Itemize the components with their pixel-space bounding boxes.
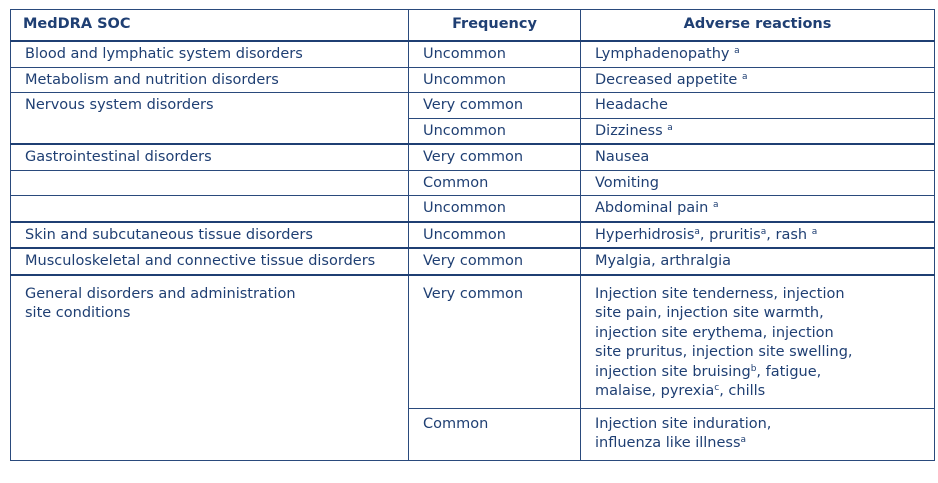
header-meddra-soc: MedDRA SOC <box>11 10 409 42</box>
frequency-cell: Uncommon <box>409 118 581 144</box>
soc-cell <box>11 170 409 196</box>
footnote-marker: a <box>740 435 747 445</box>
reaction-cell: Vomiting <box>581 170 935 196</box>
soc-cell: General disorders and administration site conditions <box>11 275 409 461</box>
table-row <box>11 196 935 222</box>
reaction-cell: Myalgia, arthralgia <box>581 248 935 275</box>
frequency-cell: Uncommon <box>409 222 581 249</box>
reaction-text: Decreased appetite <box>595 71 738 88</box>
reaction-cell <box>581 41 935 67</box>
soc-cell: Skin and subcutaneous tissue disorders <box>11 222 409 249</box>
reaction-text: Dizziness <box>595 122 663 139</box>
table-row <box>11 144 935 170</box>
frequency-cell: Uncommon <box>409 67 581 93</box>
footnote-marker: c <box>714 383 720 393</box>
reaction-cell: Nausea <box>581 144 935 170</box>
table-row <box>11 275 935 409</box>
soc-cell <box>11 196 409 222</box>
frequency-cell: Very common <box>409 248 581 275</box>
reaction-text: , fatigue, malaise, pyrexia <box>595 363 822 399</box>
frequency-cell: Common <box>409 170 581 196</box>
frequency-cell: Very common <box>409 144 581 170</box>
frequency-cell: Common <box>409 408 581 460</box>
reaction-cell <box>581 67 935 93</box>
footnote-marker: a <box>712 200 719 210</box>
table-row <box>11 222 935 249</box>
table-header-row <box>11 10 935 42</box>
reaction-cell <box>581 196 935 222</box>
soc-cell: Gastrointestinal disorders <box>11 144 409 170</box>
footnote-marker: b <box>750 363 757 374</box>
footnote-marker: a <box>667 122 673 133</box>
reaction-text: Hyperhidrosis <box>595 226 695 243</box>
footnote-marker: a <box>694 226 700 237</box>
frequency-cell: Very common <box>409 93 581 119</box>
adverse-reactions-table <box>10 9 935 461</box>
footnote-marker: a <box>811 226 818 237</box>
soc-cell: Blood and lymphatic system disorders <box>11 41 409 67</box>
reaction-cell <box>581 408 935 460</box>
table-row <box>11 41 935 67</box>
reaction-text: Lymphadenopathy <box>595 46 730 62</box>
reaction-cell <box>581 118 935 144</box>
reaction-text: , pruritis <box>699 226 761 243</box>
footnote-marker: a <box>741 71 748 82</box>
reaction-text: Injection site induration, influenza like illness <box>595 415 772 451</box>
soc-cell: Nervous system disorders <box>11 93 409 145</box>
reaction-text: Abdominal pain <box>595 200 709 216</box>
reaction-text: , chills <box>719 383 766 399</box>
soc-cell: Musculoskeletal and connective tissue disorders <box>11 248 409 275</box>
frequency-cell: Uncommon <box>409 41 581 67</box>
footnote-marker: a <box>734 46 740 56</box>
header-adverse-reactions: Adverse reactions <box>581 10 935 42</box>
soc-cell: Metabolism and nutrition disorders <box>11 67 409 93</box>
reaction-text: , rash <box>766 226 808 243</box>
reaction-text: Injection site tenderness, injection site pain, injection site warmth, injection site erythema, injection site pruritus, injection site swelling, injection site bruising <box>595 285 853 380</box>
reaction-cell <box>581 275 935 409</box>
header-frequency: Frequency <box>409 10 581 42</box>
footnote-marker: a <box>760 226 767 237</box>
reaction-cell: Headache <box>581 93 935 119</box>
table-row <box>11 170 935 196</box>
frequency-cell: Uncommon <box>409 196 581 222</box>
table-row <box>11 248 935 275</box>
reaction-cell <box>581 222 935 249</box>
table-row <box>11 67 935 93</box>
table-row <box>11 93 935 119</box>
frequency-cell: Very common <box>409 275 581 409</box>
